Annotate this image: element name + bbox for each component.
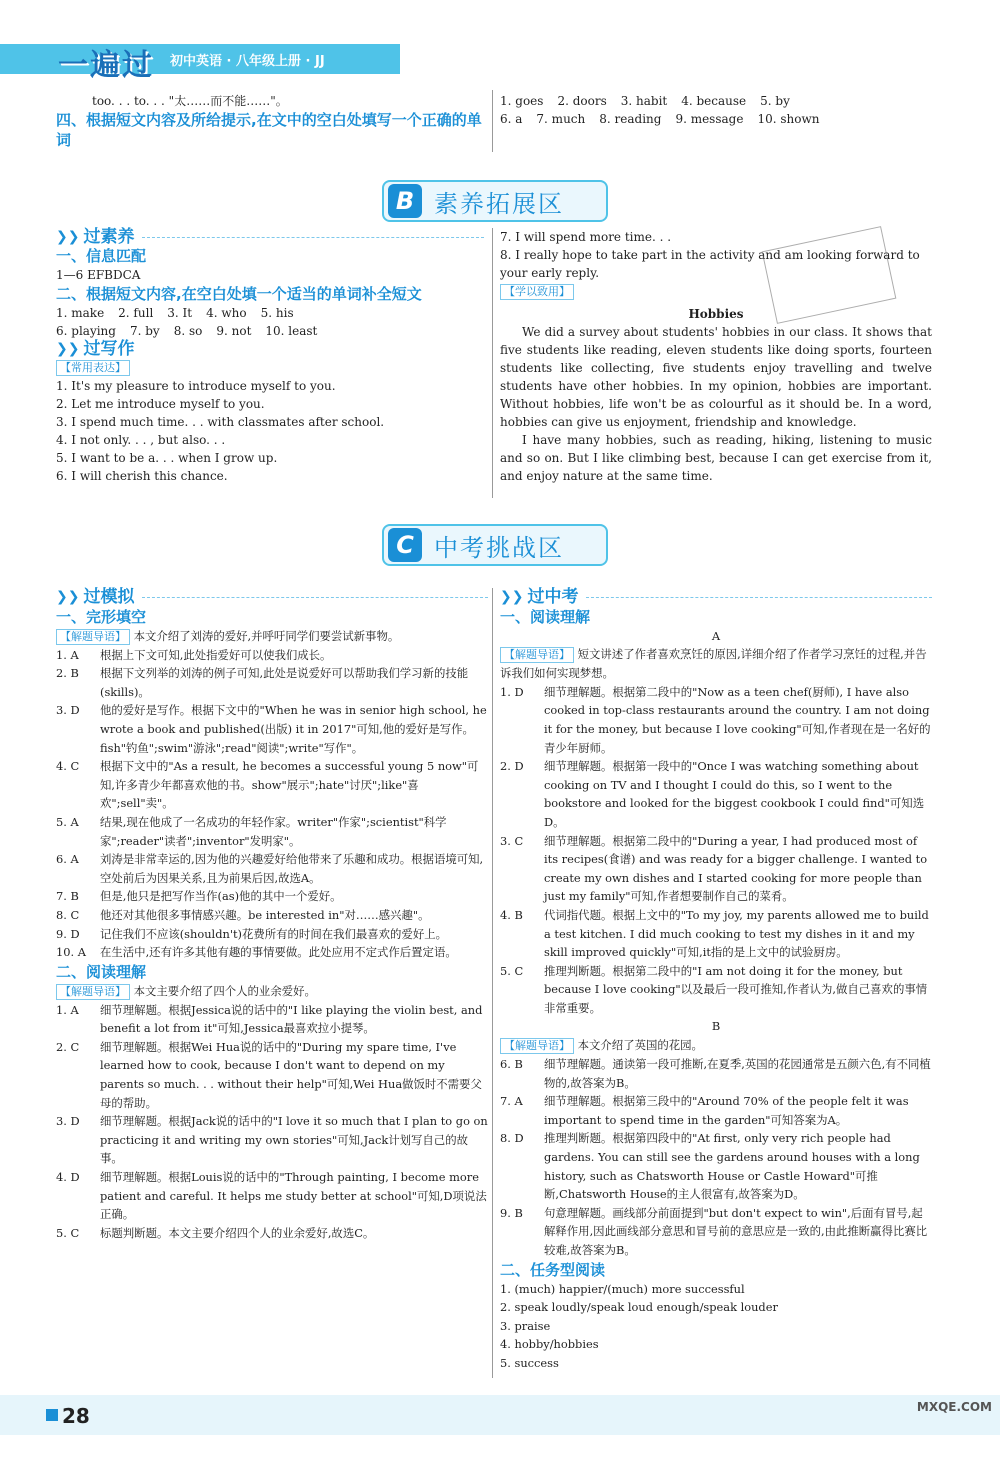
page-number: 28 — [62, 1404, 90, 1428]
task-answer: 1. (much) happier/(much) more successful — [500, 1281, 745, 1296]
answer-explanation: 5. A 结果,现在他成了一名成功的年轻作家。writer"作家";scientist"科学家";reader"读者";inventor"发明家"。 — [56, 814, 447, 848]
wing-icon: ❯❯ — [56, 341, 80, 357]
answer-item: 7. much — [536, 112, 586, 126]
top-left-block — [56, 92, 486, 150]
answer-explanation: 9. D 记住我们不应该(shouldn't)花费所有的时间在我们最喜欢的爱好上。 — [56, 926, 448, 941]
essay-title: Hobbies — [688, 307, 744, 321]
answer-explanation: 2. B 根据下文列举的刘涛的例子可知,此处是说爱好可以帮助我们学习新的技能(skills)。 — [56, 666, 469, 699]
section-c-banner — [382, 524, 608, 566]
answer-item: 3. habit — [620, 94, 668, 108]
answer-explanation: 1. A 根据上下文可知,此处指爱好可以使我们成长。 — [56, 647, 332, 662]
answer-item: 5. his — [260, 306, 294, 320]
brand-logo: 一遍过 — [58, 48, 154, 83]
answer-item: 10. least — [265, 324, 318, 338]
answer-explanation: 9. B 句意理解题。画线部分前面提到"but don't expect to win",后面有冒号,起解释作用,因此画线部分意思和冒号前的意思应是一致的,由此推断赢得比赛比较难,故答案为B。 — [500, 1205, 928, 1257]
answer-item: 2. full — [118, 306, 154, 320]
guide-text: 本文主要介绍了四个人的业余爱好。 — [133, 983, 316, 998]
heading-guo-xiezuo: ❯❯ 过写作 — [56, 339, 135, 359]
answer-item: 10. shown — [757, 112, 820, 126]
wing-icon: ❯❯ — [56, 589, 80, 605]
passage-label: A — [711, 628, 721, 643]
answer-explanation: 2. C 细节理解题。根据Wei Hua说的话中的"During my spare time, I've learned how to cook, because I don't want to depend on my parents so much. . . without their help"可知,Wei Hua做饭时不需要父母的帮助。 — [56, 1039, 482, 1110]
expression-line: 1. It's my pleasure to introduce myself to you. — [56, 379, 336, 393]
column-divider — [492, 90, 493, 152]
guide-tag: 【解题导语】 — [56, 984, 130, 1000]
book-subtitle: 初中英语 · 八年级上册 · JJ — [170, 54, 325, 69]
heading-guo-moni: ❯❯ 过模拟 — [56, 588, 488, 607]
task-answer: 3. praise — [500, 1318, 551, 1333]
task-answer: 2. speak loudly/speak loud enough/speak louder — [500, 1300, 778, 1315]
section-b-title: 素养拓展区 — [434, 189, 564, 218]
watermark: MXQE.COM — [916, 1400, 992, 1414]
heading-guo-suyang: ❯❯ 过素养 — [56, 228, 484, 246]
section-four-heading: 四、根据短文内容及所给提示,在文中的空白处填写一个正确的单词 — [56, 111, 482, 149]
c-right-column — [500, 588, 932, 1373]
s2-heading: 二、根据短文内容,在空白处填一个适当的单词补全短文 — [56, 285, 422, 303]
expression-tag: 【常用表达】 — [56, 360, 130, 376]
answer-row — [56, 322, 484, 340]
answer-explanation: 8. D 推理判断题。根据第四段中的"At first, only very rich people had gardens. You can still see the gardens around houses with a long history, such as Chatsworth House or Castle Howard"可推断,Chatsworth House的主人很富有,故答案为D。 — [500, 1131, 920, 1202]
wing-icon: ❯❯ — [56, 229, 80, 245]
answer-explanation: 5. C 推理判断题。根据第二段中的"I am not doing it for the money, but because I love cooking"以及最后一段可推知,作者认为,做自己喜欢的事情非常重要。 — [500, 963, 928, 1015]
answer-explanation: 4. B 代词指代题。根据上文中的"To my joy, my parents allowed me to build a test kitchen. I did much cooking to test my dishes in it and my skill improved quickly"可知,it指的是上文中的试验厨房。 — [500, 907, 929, 960]
note-text: too. . . to. . . "太……而不能……"。 — [92, 94, 288, 108]
b-left-column — [56, 228, 484, 485]
answer-explanation: 7. B 但是,他只是把写作当作(as)他的其中一个爱好。 — [56, 889, 342, 904]
expression-line: 2. Let me introduce myself to you. — [56, 397, 265, 411]
column-divider — [492, 588, 493, 1378]
section-b-badge: B — [388, 184, 422, 218]
expression-line: 4. I not only. . . , but also. . . — [56, 433, 226, 447]
answer-row — [56, 304, 484, 322]
task-reading-heading: 二、任务型阅读 — [500, 1260, 606, 1279]
answer-row — [500, 110, 940, 128]
s1-answer: 1—6 EFBDCA — [56, 268, 141, 282]
answer-item: 4. because — [681, 94, 747, 108]
essay-paragraph: We did a survey about students' hobbies in our class. It shows that five students like reading, eleven students like doing sports, fourteen students like collecting, five students enjoy travelling and twelve students have other hobbies. In my opinion, hobbies are important. Without hobbies, life won't be as colourful as it should be. In a word, hobbies can give us enjoyment, friendship and knowledge. — [500, 325, 932, 429]
page-marker-icon — [46, 1409, 58, 1421]
reading-heading: 二、阅读理解 — [56, 962, 147, 981]
answer-item: 9. not — [216, 324, 252, 338]
expression-line: 8. I really hope to take part in the activity and am looking forward to your early reply. — [500, 248, 920, 280]
guide-text: 短文讲述了作者喜欢烹饪的原因,详细介绍了作者学习烹饪的过程,并告诉我们如何实现梦想。 — [500, 647, 927, 681]
task-answer: 5. success — [500, 1355, 559, 1370]
answer-item: 5. by — [760, 94, 790, 108]
expression-line: 6. I will cherish this chance. — [56, 469, 228, 483]
answer-item: 4. who — [206, 306, 247, 320]
guide-text: 本文介绍了刘涛的爱好,并呼吁同学们要尝试新事物。 — [133, 628, 400, 643]
answer-item: 6. a — [500, 112, 523, 126]
footer-band — [0, 1395, 1000, 1435]
answer-item: 6. playing — [56, 324, 116, 338]
answer-item: 8. reading — [599, 112, 662, 126]
answer-explanation: 3. D 他的爱好是写作。根据下文中的"When he was in senior high school, he wrote a book and published(出版) it in 2017"可知,他的爱好是写作。fish"钓鱼";swim"游泳";read"阅读";write"写作"。 — [56, 703, 487, 755]
answer-item: 1. goes — [500, 94, 544, 108]
guide-text: 本文介绍了英国的花园。 — [577, 1038, 703, 1053]
column-divider — [492, 228, 493, 498]
answer-explanation: 3. D 细节理解题。根据Jack说的话中的"I love it so much that I plan to go on practicing it and writing my own stories"可知,Jack计划写自己的故事。 — [56, 1114, 488, 1166]
passage-label: B — [711, 1019, 721, 1034]
apply-tag: 【学以致用】 — [500, 284, 574, 300]
c-left-column — [56, 588, 488, 1242]
answer-explanation: 8. C 他还对其他很多事情感兴趣。be interested in"对……感兴趣"。 — [56, 907, 430, 922]
answer-explanation: 6. A 刘涛是非常幸运的,因为他的兴趣爱好给他带来了乐趣和成功。根据语境可知,空处前后为因果关系,且为前果后因,故选A。 — [56, 852, 484, 885]
guide-tag: 【解题导语】 — [500, 1038, 574, 1054]
section-c-badge: C — [388, 528, 422, 562]
answer-explanation: 6. B 细节理解题。通读第一段可推断,在夏季,英国的花园通常是五颜六色,有不同植物的,故答案为B。 — [500, 1057, 931, 1090]
wing-icon: ❯❯ — [500, 589, 524, 605]
expression-line: 3. I spend much time. . . with classmates after school. — [56, 415, 385, 429]
task-answer: 4. hobby/hobbies — [500, 1337, 599, 1352]
answer-row — [500, 92, 940, 110]
heading-guo-zhongkao: ❯❯ 过中考 — [500, 588, 932, 607]
answer-explanation: 4. D 细节理解题。根据Louis说的话中的"Through painting, I become more patient and careful. It helps me study better at school"可知,D项说法正确。 — [56, 1170, 487, 1222]
guide-tag: 【解题导语】 — [500, 647, 574, 663]
answer-explanation: 10. A 在生活中,还有许多其他有趣的事情要做。此处应用不定式作后置定语。 — [56, 945, 457, 960]
cloze-heading: 一、完形填空 — [56, 607, 147, 626]
answer-explanation: 7. A 细节理解题。根据第三段中的"Around 70% of the people felt it was important to spend time in the garden"可知答案为A。 — [500, 1094, 909, 1127]
answer-item: 9. message — [675, 112, 744, 126]
guide-tag: 【解题导语】 — [56, 629, 130, 645]
answer-item: 3. It — [167, 306, 193, 320]
section-c-title: 中考挑战区 — [434, 533, 564, 562]
essay-paragraph: I have many hobbies, such as reading, hiking, listening to music and so on. But I like climbing best, because I can get exercise from it, and enjoy nature at the same time. — [500, 433, 932, 483]
answer-item: 2. doors — [557, 94, 607, 108]
section-b-banner — [382, 180, 608, 222]
answer-item: 7. by — [129, 324, 160, 338]
answer-explanation: 3. C 细节理解题。根据第二段中的"During a year, I had produced most of its recipes(食谱) and was ready for a bigger challenge. I wanted to create my own dishes and I started cooking for more people than just my family"可知,作者想要制作自己的菜肴。 — [500, 833, 928, 904]
answer-explanation: 1. A 细节理解题。根据Jessica说的话中的"I like playing the violin best, and benefit a lot from it"可知,Jessica最喜欢拉小提琴。 — [56, 1002, 483, 1036]
s1-heading: 一、信息匹配 — [56, 247, 147, 265]
answer-item: 8. so — [173, 324, 203, 338]
reading-heading: 一、阅读理解 — [500, 607, 591, 626]
expression-line: 5. I want to be a. . . when I grow up. — [56, 451, 278, 465]
answer-explanation: 4. C 根据下文中的"As a result, he becomes a successful young 5 now"可知,许多青少年都喜欢他的书。show"展示";hate"讨厌";like"喜欢";sell"卖"。 — [56, 759, 479, 811]
top-right-answers — [500, 92, 940, 128]
answer-explanation: 2. D 细节理解题。根据第一段中的"Once I was watching something about cooking on TV and I thought I could do this, so I went to the bookstore and looked for the biggest cookbook I could find"可知选D。 — [500, 759, 925, 829]
answer-explanation: 5. C 标题判断题。本文主要介绍四个人的业余爱好,故选C。 — [56, 1225, 375, 1240]
answer-explanation: 1. D 细节理解题。根据第二段中的"Now as a teen chef(厨师), I have also cooked in top-class restaurants around the country. I am not doing it for the money, but because I love cooking"可知,作者现在是一名好的青少年厨师。 — [500, 684, 931, 755]
expression-line: 7. I will spend more time. . . — [500, 230, 672, 244]
answer-item: 1. make — [56, 306, 105, 320]
